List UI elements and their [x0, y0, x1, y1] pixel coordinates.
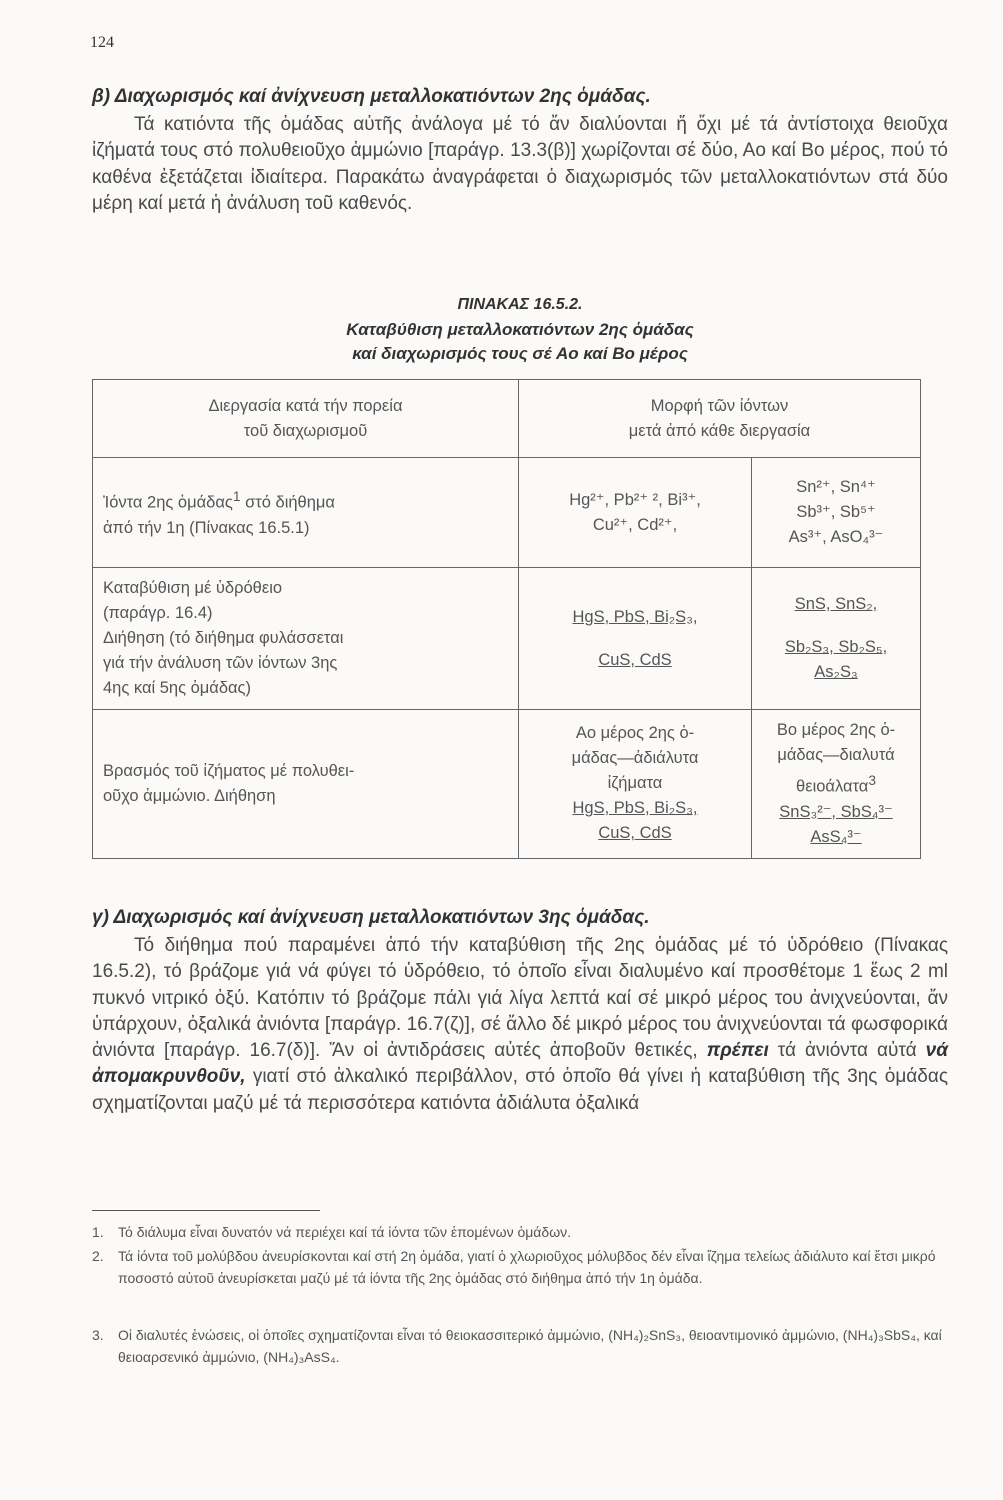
row2-group-b-line1: SnS, SnS₂,: [794, 595, 878, 613]
header-process: [93, 380, 519, 458]
row2-group-a-spacer: [529, 630, 741, 648]
separation-table: [92, 379, 921, 859]
footnote-1: [92, 1221, 952, 1243]
row2-group-b: [752, 568, 921, 710]
row3-group-a-line3: ἰζήματα: [607, 774, 663, 793]
section-c-text-1: Τό διήθημα πού παραμένει ἀπό τήν καταβύθιση τῆς 2ης ὁμάδας μέ τό ὑδρόθειο (Πίνακας 16.5.2), τό βράζομε γιά νά φύγει τό ὑδρόθειο, τό ὁποῖο εἶναι διαλυμένο καί προσθέτομε 1 ἕως 2 ml πυκνό νιτρικό ὀξύ. Κατόπιν τό βράζομε πάλι γιά λίγα λεπτά καί σέ μικρό μέρος του ἀνιχνεύονται, ἄν ὑπάρχουν, ὀξαλικά ἀνιόντα [παράγρ. 16.7(ζ)], σέ ἄλλο δέ μικρό μέρος του ἀνιχνεύονται τά φωσφορικά ἀνιόντα [παράγρ. 16.7(δ)]. Ἄν οἱ ἀντιδράσεις αὐτές ἀποβοῦν θετικές,: [92, 935, 948, 1062]
row2-process-line3: Διήθηση (τό διήθημα φυλάσσεται: [103, 629, 344, 647]
table-title-line2: καί διαχωρισμός τους σέ Αο καί Βο μέρος: [352, 344, 688, 363]
row2-group-a: [519, 568, 752, 710]
row2-process-line2: (παράγρ. 16.4): [103, 604, 213, 622]
section-c-paragraph: [92, 933, 948, 1117]
table-label: ΠΙΝΑΚΑΣ 16.5.2.: [457, 296, 583, 313]
footnote-divider: [92, 1210, 320, 1211]
footnote-3-number: 3.: [92, 1327, 104, 1343]
footnote-3-text: Οἱ διαλυτές ἑνώσεις, οἱ ὁποῖες σχηματίζονται εἶναι τό θειοκασσιτερικό ἀμμώνιο, (NH₄)₂SnS₃, θειοαντιμονικό ἀμμώνιο, (NH₄)₃SbS₄, καί θειοαρσενικό ἀμμώνιο, (NH₄)₃AsS₄.: [118, 1327, 942, 1365]
header-ion-form: [519, 380, 921, 458]
row3-group-b-line3: [762, 768, 910, 800]
emphasis-removed: νά ἀπομακρυνθοῦν,: [92, 1040, 948, 1088]
header-ion-form-line1: Μορφή τῶν ἰόντων: [650, 396, 789, 415]
footnote-2: [92, 1245, 952, 1289]
row1-group-b: [752, 458, 921, 568]
section-c-heading: γ) Διαχωρισμός καί ἀνίχνευση μεταλλοκατιόντων 3ης ὁμάδας.: [92, 907, 650, 928]
row3-group-b-line4: SnS₃²⁻, SbS₄³⁻: [779, 802, 893, 821]
row2-group-b-line3: As₂S₃: [814, 663, 858, 681]
row1-group-a: [519, 458, 752, 568]
row2-process-line4: γιά τήν ἀνάλυση τῶν ἰόντων 3ης: [103, 654, 338, 672]
footnote-2-text: Τά ἰόντα τοῦ μολύβδου ἀνευρίσκονται καί στή 2η ὁμάδα, γιατί ὁ χλωριοῦχος μόλυβδος δέν εἶναι ἴζημα τελείως ἀδιάλυτο καί ἔτσι μικρό ποσοστό αὐτοῦ ἀνευρίσκεται μαζύ μέ τά ἰόντα τῆς 2ης ὁμάδας στό διήθημα ἀπό τήν 1η ὁμάδα.: [118, 1248, 936, 1286]
table-row: [93, 458, 921, 568]
row2-group-a-line2: CuS, CdS: [598, 650, 672, 669]
row3-group-b-line2: μάδας—διαλυτά: [777, 746, 895, 764]
row3-process-line1: Βρασμός τοῦ ἰζήματος μέ πολυθει-: [103, 761, 355, 780]
row1-group-b-line3: As³⁺, AsO₄³⁻: [788, 528, 884, 546]
row3-group-a-line2: μάδας—ἀδιάλυτα: [571, 749, 699, 768]
table-header-row: [93, 380, 921, 458]
footnote-1-number: 1.: [92, 1224, 104, 1240]
section-c-text-3: γιατί στό ἀλκαλικό περιβάλλον, στό ὁποῖο θά γίνει ἡ καταβύθιση τῆς 3ης ὁμάδας σχηματίζονται μαζύ μέ τά περισσότερα κατιόντα ἀδιάλυτα ὀξαλικά: [92, 1066, 948, 1114]
row3-group-a: [519, 710, 752, 859]
row3-group-a-line4: HgS, PbS, Bi₂S₃,: [572, 799, 698, 818]
row1-group-a-line1: Hg²⁺, Pb²⁺ ², Bi³⁺,: [569, 490, 701, 509]
row3-group-b-line5: AsS₄³⁻: [810, 827, 862, 846]
row2-group-a-line1: HgS, PbS, Bi₂S₃,: [572, 607, 698, 626]
table-title-line1: Καταβύθιση μεταλλοκατιόντων 2ης ὁμάδας: [346, 320, 694, 339]
row1-process-text: Ἰόντα 2ης ὁμάδας: [103, 493, 233, 512]
table-row: [93, 710, 921, 859]
row3-group-b-line3-text: θειοάλατα: [796, 777, 869, 796]
row3-group-b: [752, 710, 921, 859]
header-process-line2: τοῦ διαχωρισμοῦ: [243, 421, 368, 440]
row1-process-text-end: στό διήθημα: [240, 493, 335, 512]
section-c-text-2: τά ἀνιόντα αὐτά: [768, 1040, 926, 1062]
row3-process-line2: οῦχο ἀμμώνιο. Διήθηση: [103, 786, 276, 805]
row1-group-b-line2: Sb³⁺, Sb⁵⁺: [796, 503, 876, 521]
header-ion-form-line2: μετά ἀπό κάθε διεργασία: [628, 421, 811, 440]
row2-process: [93, 568, 519, 710]
row1-group-a-line2: Cu²⁺, Cd²⁺,: [592, 515, 678, 534]
row2-process-line5: 4ης καί 5ης ὁμάδας): [103, 679, 252, 697]
row1-process-line2: ἀπό τήν 1η (Πίνακας 16.5.1): [103, 518, 310, 537]
row3-group-a-line1: Αο μέρος 2ης ὁ-: [575, 724, 695, 743]
row2-group-b-spacer: [762, 617, 910, 635]
footnote-ref-3: 3: [868, 773, 876, 788]
footnote-2-number: 2.: [92, 1248, 104, 1264]
header-process-line1: Διεργασία κατά τήν πορεία: [208, 396, 403, 415]
footnote-1-text: Τό διάλυμα εἶναι δυνατόν νά περιέχει καί τά ἰόντα τῶν ἑπομένων ὁμάδων.: [118, 1224, 572, 1240]
footnote-ref-1: 1: [232, 489, 241, 505]
emphasis-must: πρέπει: [706, 1040, 769, 1062]
row1-process-line1: [103, 484, 508, 516]
table-row: [93, 568, 921, 710]
section-b-heading: β) Διαχωρισμός καί ἀνίχνευση μεταλλοκατιόντων 2ης ὁμάδας.: [92, 86, 651, 107]
row1-process: [93, 458, 519, 568]
page-number: 124: [90, 34, 114, 51]
section-b-paragraph: Τά κατιόντα τῆς ὁμάδας αὐτῆς ἀνάλογα μέ τό ἄν διαλύονται ἤ ὄχι μέ τά ἀντίστοιχα θειοῦχα ἰζήματά τους στό πολυθειοῦχο ἀμμώνιο [παράγρ. 13.3(β)] χωρίζονται σέ δύο, Αο καί Βο μέρος, πού τό καθένα ἐξετάζεται ἰδιαίτερα. Παρακάτω ἀναγράφεται ὁ διαχωρισμός τῶν μεταλλοκατιόντων στά δύο μέρη καί μετά ἡ ἀνάλυση τοῦ καθενός.: [92, 114, 948, 214]
row2-process-line1: Καταβύθιση μέ ὑδρόθειο: [103, 579, 283, 597]
row1-group-b-line1: Sn²⁺, Sn⁴⁺: [796, 478, 876, 496]
row3-group-a-line5: CuS, CdS: [598, 824, 672, 843]
row3-group-b-line1: Βο μέρος 2ης ὁ-: [776, 721, 896, 739]
footnote-3: [92, 1324, 952, 1368]
row2-group-b-line2: Sb₂S₃, Sb₂S₅,: [784, 638, 888, 656]
row3-process: [93, 710, 519, 859]
